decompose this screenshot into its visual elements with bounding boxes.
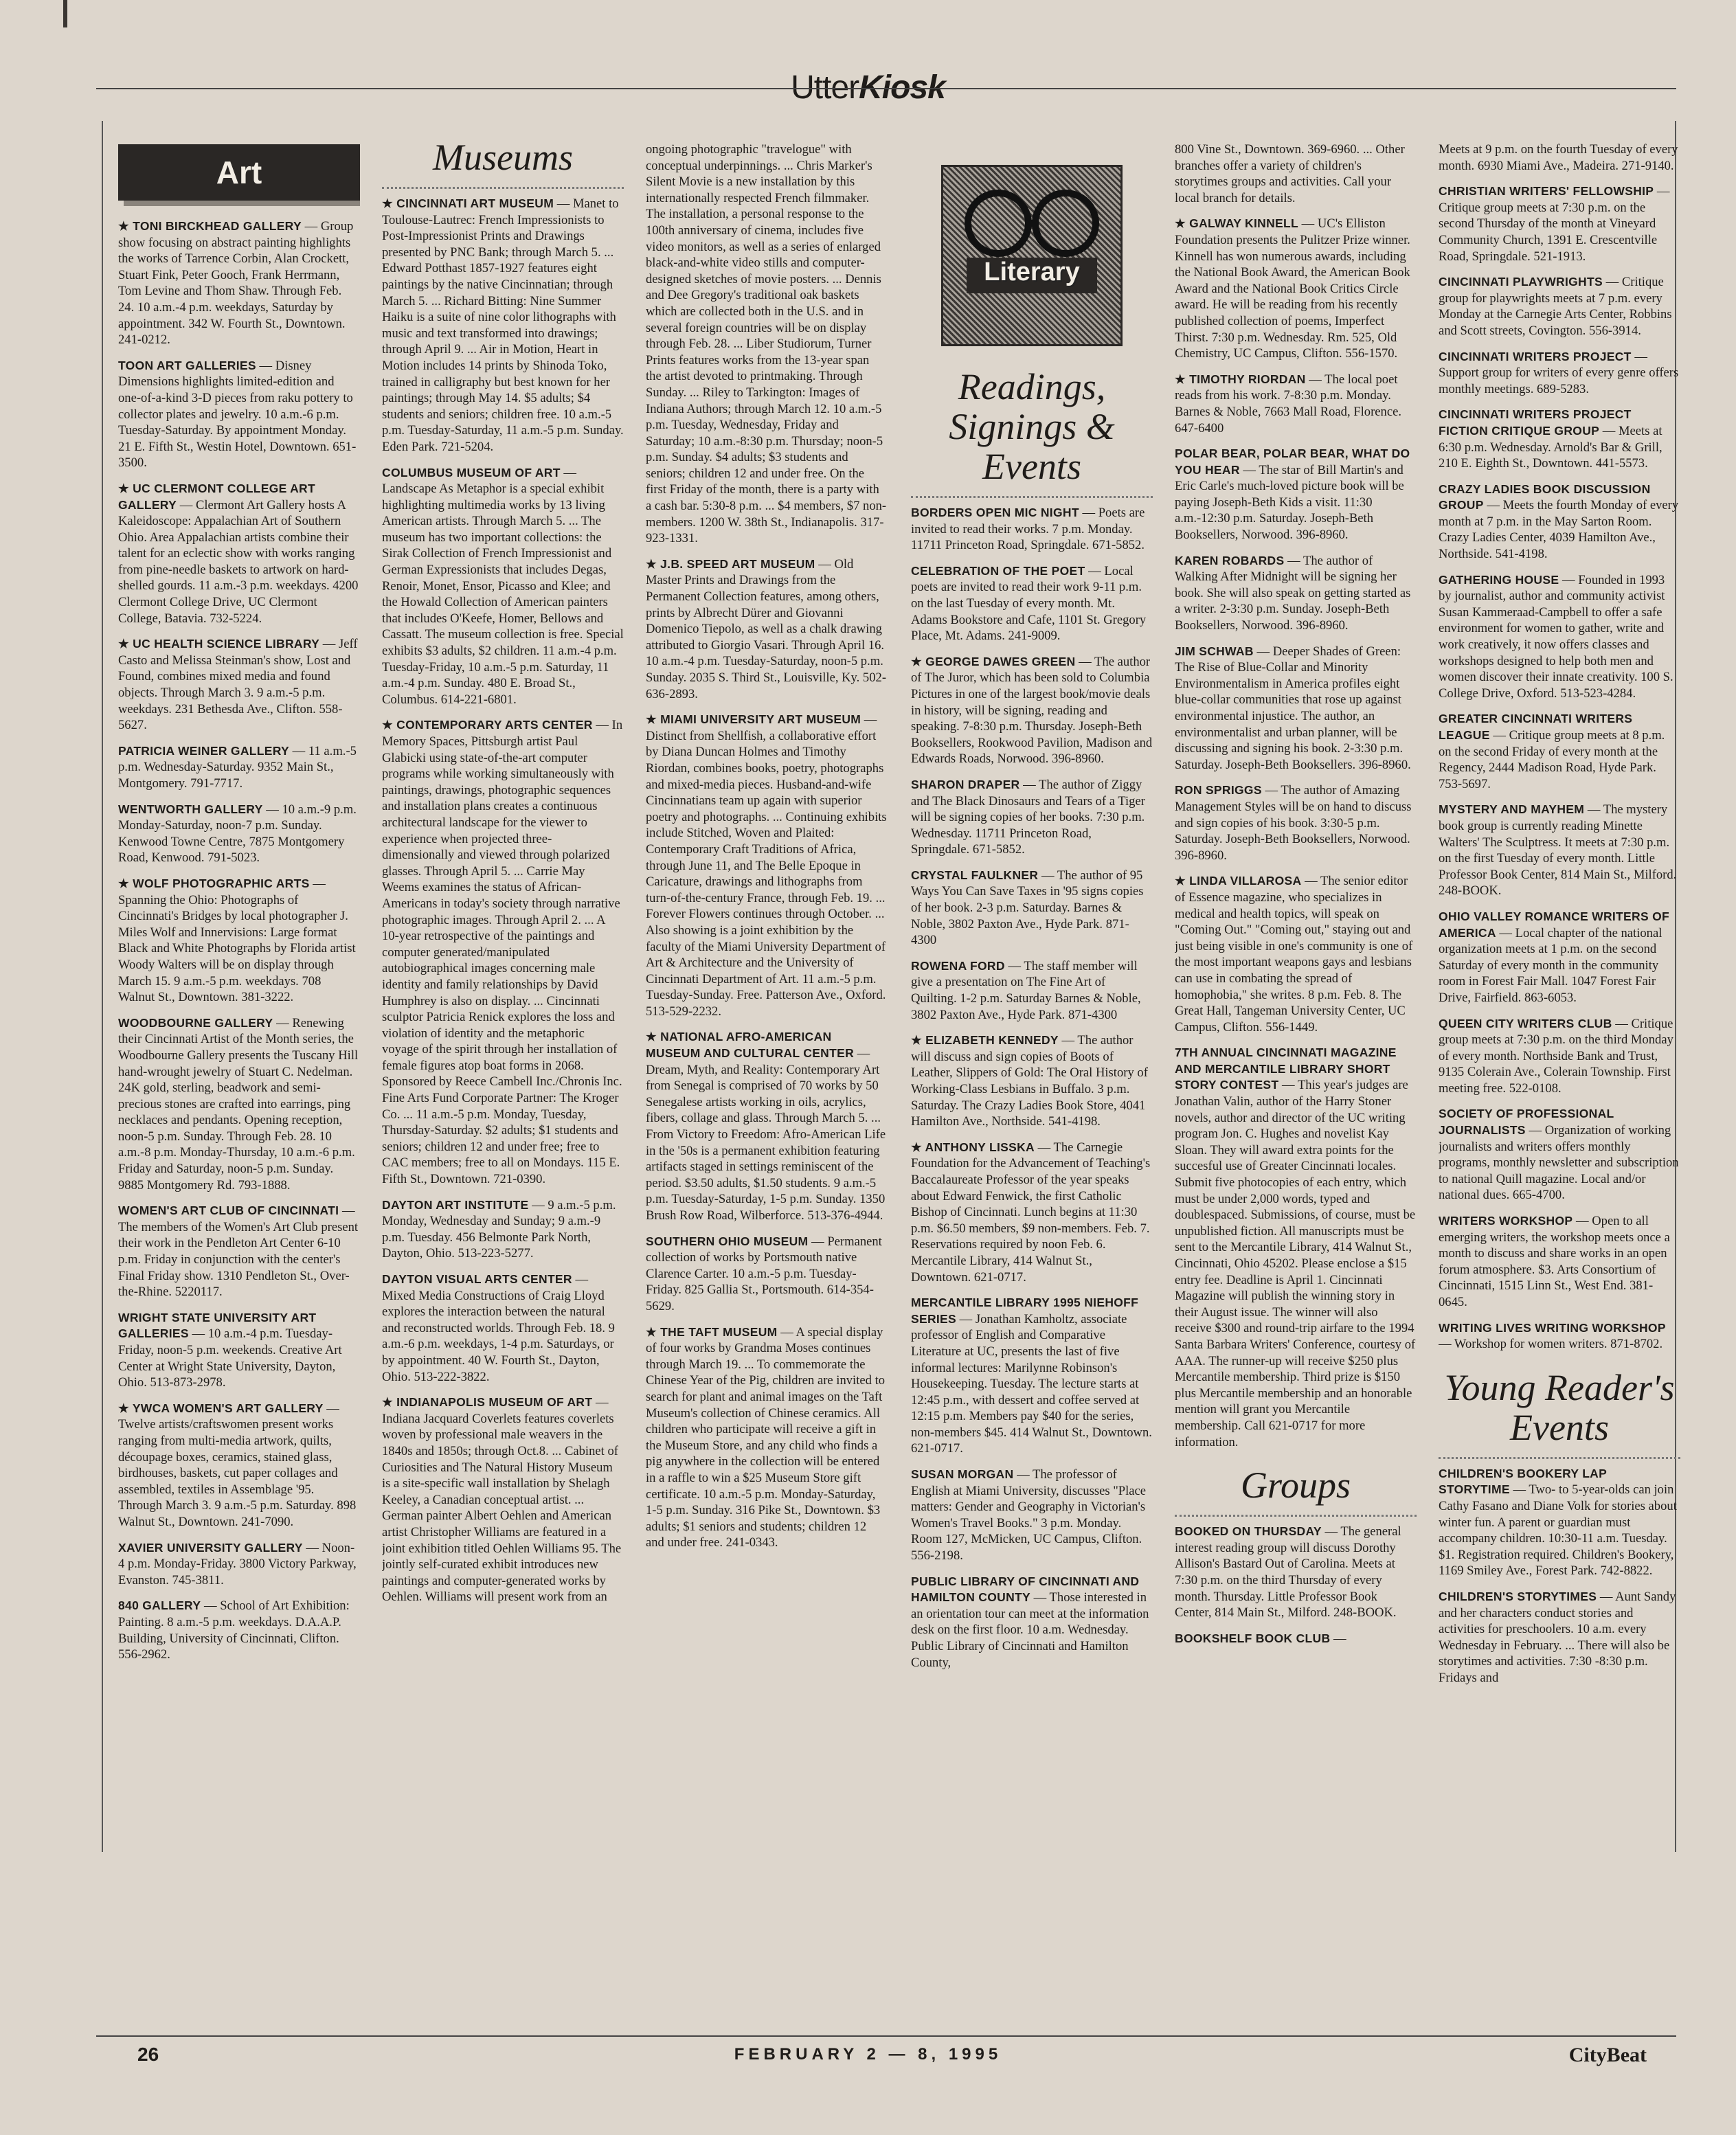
listing-heading: WRITERS WORKSHOP bbox=[1439, 1214, 1573, 1228]
listing-text: — Open to all emerging writers, the workshop meets once a month to discuss and share works in an open forum atmosphere. $3. Arts Consortium of Cincinnati, 1515 Linn St., West End. 381-0645. bbox=[1439, 1214, 1670, 1309]
issue-date: FEBRUARY 2 — 8, 1995 bbox=[734, 2045, 1002, 2064]
listing-entry bbox=[1175, 216, 1417, 361]
listing-entry bbox=[1439, 407, 1680, 471]
listing-heading: ★ GALWAY KINNELL bbox=[1175, 216, 1298, 231]
listing-text: — Local poets are invited to read their work 9-11 p.m. on the last Tuesday of every month. Mt. Adams Bookstore and Cafe, 1101 St. Gregory Place, Mt. Adams. 241-9009. bbox=[911, 563, 1147, 644]
listing-text: — Twelve artists/craftswomen present works ranging from multi-media artwork, quilts, découpage boxes, ceramics, stained glass, birdhouses, baskets, cut paper collages and assembled, textiles in Assemblage '95. Through March 3. 9 a.m.-5 p.m. Saturday. 898 Walnut St., Downtown. 241-7090. bbox=[118, 1401, 357, 1529]
listing-entry bbox=[1439, 711, 1680, 792]
listing-entry bbox=[382, 1197, 624, 1262]
listing-text: — Jeff Casto and Melissa Steinman's show, Lost and Found, combines mixed media and found objects. Through March 3. 9 a.m.-5 p.m. weekdays. 231 Bethesda Ave., Clifton. 558-5627. bbox=[118, 637, 358, 733]
listing-heading: SHARON DRAPER bbox=[911, 777, 1020, 791]
listing-entry bbox=[382, 196, 624, 455]
column-rule bbox=[102, 121, 103, 1852]
listing-heading: WOODBOURNE GALLERY bbox=[118, 1015, 273, 1030]
listing-heading: CHRISTIAN WRITERS' FELLOWSHIP bbox=[1439, 184, 1654, 199]
listing-entry bbox=[1175, 446, 1417, 543]
listing-entry bbox=[118, 1540, 360, 1589]
listing-entry bbox=[118, 636, 360, 734]
listing-text: — The author of 95 Ways You Can Save Taxes in '95 signs copies of her book. 2-3 p.m. Saturday. Barnes & Noble, 3802 Paxton Ave., Hyde Park. 871-4300 bbox=[911, 868, 1144, 948]
column-museums bbox=[382, 131, 624, 1972]
listing-entry bbox=[1175, 1045, 1417, 1450]
listing-heading: WRIGHT STATE UNIVERSITY ART GALLERIES bbox=[118, 1310, 317, 1341]
listing-entry bbox=[646, 1234, 888, 1315]
listing-heading: SOCIETY OF PROFESSIONAL JOURNALISTS bbox=[1439, 1107, 1614, 1138]
listing-entry bbox=[1439, 909, 1680, 1006]
listing-entry bbox=[1439, 802, 1680, 899]
listing-heading: MYSTERY AND MAYHEM bbox=[1439, 802, 1585, 817]
listing-text: — The Carnegie Foundation for the Advancement of Teaching's Baccalaureate Professor of the year speaks about Edward Fenwick, the first Catholic Bishop of Cincinnati. Lunch begins at 11:30 p.m. $6.50 members, $9 non-members. Feb. 7. Reservations required by noon Feb. 6. Mercantile Library, 414 Walnut St., Downtown. 621-0717. bbox=[911, 1140, 1151, 1285]
column-readings-cont bbox=[1175, 142, 1417, 1982]
listing-text: — This year's judges are Jonathan Valin, author of the Harry Stoner novels, author and director of the UC writing program Jon. C. Hughes and novelist Kay Sloan. They will award extra points for the succesful use of Greater Cincinnati locales. Submit five photocopies of each entry, which must be under 2,000 words, typed and doublespaced. Submissions, of course, must be unpublished fiction. All manuscripts must be sent to the Mercantile Library, 414 Walnut St., Cincinnati, Ohio 45202. Please enclose a $15 entry fee. Deadline is April 1. Cincinnati Magazine will publish the winning story in their August issue. The winner will also receive $300 and round-trip airfare to the 1994 Santa Barbara Writers' Conference, courtesy of AAA. The runner-up will receive $250 plus Mercantile membership. Third prize is $150 plus Mercantile membership and an honorable mention will grant you Mercantile membership. Call 621-0717 for more information. bbox=[1175, 1078, 1416, 1449]
listing-entry bbox=[382, 717, 624, 1187]
listing-text: — Spanning the Ohio: Photographs of Cincinnati's Bridges by local photographer J. Miles Wolf and Innervisions: Large format Black and White Photographs by Florida artist Woody Walters will be on display through March 15. 9 a.m.-5 p.m. weekdays. 708 Walnut St., Downtown. 381-3222. bbox=[118, 876, 356, 1005]
listing-entry bbox=[1175, 1631, 1417, 1647]
listing-text: — The star of Bill Martin's and Eric Carle's much-loved picture book will be paying Joseph-Beth Kids a visit. 11:30 a.m.-12:30 p.m. Saturday. Joseph-Beth Booksellers, Norwood. 396-8960. bbox=[1175, 462, 1404, 543]
listing-heading: ★ THE TAFT MUSEUM bbox=[646, 1324, 778, 1339]
listing-text: — Jonathan Kamholtz, associate professor of English and Comparative Literature at UC, presents the last of five informal lectures: Marilynne Robinson's Housekeeping. Tuesday. The lecture starts at 12:45 p.m., with dessert and coffee served at 12:15 p.m. Members pay $40 for the series, non-members $45. 414 Walnut St., Downtown. 621-0717. bbox=[911, 1311, 1152, 1456]
listing-text: — The mystery book group is currently reading Minette Walters' The Sculptress. It meets at 7:30 p.m. on the first Tuesday of every month. Little Professor Book Center, 814 Main St., Milford. 248-BOOK. bbox=[1439, 802, 1677, 899]
listing-heading: QUEEN CITY WRITERS CLUB bbox=[1439, 1016, 1612, 1030]
listing-heading: CINCINNATI WRITERS PROJECT FICTION CRITIQUE GROUP bbox=[1439, 407, 1632, 438]
listing-text: — Old Master Prints and Drawings from the Permanent Collection features, among others, prints by Albrecht Dürer and Giovanni Domenico Tiepolo, as well as a chalk drawing attributed to Giorgio Vasari. Through April 16. 10 a.m.-4 p.m. Tuesday-Saturday, noon-5 p.m. Sunday. 2035 S. Third St., Louisville, Ky. 502-636-2893. bbox=[646, 556, 887, 701]
listing-heading: PUBLIC LIBRARY OF CINCINNATI AND HAMILTON COUNTY bbox=[911, 1574, 1140, 1605]
listings-young-readers bbox=[1439, 1466, 1680, 1686]
listing-heading: CHILDREN'S STORYTIMES bbox=[1439, 1589, 1597, 1603]
listing-heading: SUSAN MORGAN bbox=[911, 1467, 1014, 1482]
listing-heading: ★ TONI BIRCKHEAD GALLERY bbox=[118, 219, 302, 233]
listing-heading: ★ TIMOTHY RIORDAN bbox=[1175, 372, 1306, 386]
listing-text: — Clermont Art Gallery hosts A Kaleidoscope: Appalachian Art of Southern Ohio. Area Appalachian artists combine their talent for an eclectic show with works ranging from pine-needle baskets to artwork on hard-shelled gourds. 11 a.m.-3 p.m. weekdays. 4200 Clermont College Drive, UC Clermont College, Batavia. 732-5224. bbox=[118, 497, 359, 626]
listing-heading: ★ MIAMI UNIVERSITY ART MUSEUM bbox=[646, 712, 861, 727]
listings-groups bbox=[1175, 1524, 1417, 1647]
listing-heading: DAYTON VISUAL ARTS CENTER bbox=[382, 1272, 572, 1286]
column-museums-cont bbox=[646, 142, 888, 1982]
listing-entry bbox=[1439, 1106, 1680, 1204]
listing-text: — 10 a.m.-4 p.m. Tuesday-Friday, noon-5 p.m. weekends. Creative Art Center at Wright State University, Dayton, Ohio. 513-873-2978. bbox=[118, 1326, 342, 1390]
listing-entry bbox=[1439, 1466, 1680, 1579]
listing-entry bbox=[1439, 572, 1680, 702]
listing-heading: TOON ART GALLERIES bbox=[118, 358, 256, 372]
listing-heading: CRYSTAL FAULKNER bbox=[911, 868, 1039, 882]
listings-readings-cont bbox=[1175, 142, 1417, 1450]
listing-entry bbox=[911, 563, 1153, 644]
listing-heading: COLUMBUS MUSEUM OF ART bbox=[382, 465, 561, 479]
listing-text: — Critique group meets at 7:30 p.m. on the third Monday of every month. Northside Bank and Trust, 9135 Colerain Ave., Colerain Township. First meeting free. 522-0108. bbox=[1439, 1016, 1673, 1096]
publication-name: CityBeat bbox=[1568, 2044, 1647, 2066]
listings-art bbox=[118, 218, 360, 1663]
listing-entry bbox=[118, 1310, 360, 1391]
listing-entry bbox=[118, 1598, 360, 1662]
section-groups-title: Groups bbox=[1175, 1465, 1417, 1517]
listing-text: — In Memory Spaces, Pittsburgh artist Paul Glabicki using state-of-the-art computer programs while working simultaneously with paintings, drawings, photographic sequences and installation plans creates a continuous architectural landscape for the viewer to experience when projected three-dimensionally and viewed through polarized glasses. Through April 5. ... Carrie May Weems examines the status of African-Americans in today's society through narrative photographic images. Through April 2. ... A 10-year retrospective of the paintings and computer generated/manipulated autobiographical images concerning male identity and family relationships by David Humphrey is also on display. ... Cincinnati sculptor Patricia Renick explores the loss and violation of identity and the metaphoric voyage of the spirit through her installation of female figures atop boat forms in 2068. Sponsored by Reece Cambell Inc./Chronis Inc. Fine Arts Fund Corporate Partner: The Kroger Co. ... 11 a.m.-5 p.m. Monday, Tuesday, Thursday-Saturday. $2 adults; $1 students and seniors; children 12 and under free; free to CAC members; free to all on Mondays. 115 E. Fifth St., Downtown. 721-0390. bbox=[382, 718, 623, 1187]
listing-entry bbox=[911, 1295, 1153, 1457]
listing-entry bbox=[1175, 553, 1417, 634]
listing-heading: CINCINNATI WRITERS PROJECT bbox=[1439, 349, 1632, 363]
listing-text: — Critique group meets at 7:30 p.m. on the second Thursday of the month at Vineyard Community Church, 1391 E. Crescentville Road, Springdale. 521-1913. bbox=[1439, 184, 1670, 264]
listing-entry bbox=[911, 654, 1153, 767]
listing-heading: POLAR BEAR, POLAR BEAR, WHAT DO YOU HEAR bbox=[1175, 447, 1410, 477]
listing-entry bbox=[1439, 183, 1680, 264]
listing-text: — Meets at 6:30 p.m. Wednesday. Arnold's Bar & Grill, 210 E. Eighth St., Downtown. 441-5573. bbox=[1439, 423, 1662, 471]
listings-groups-cont bbox=[1439, 142, 1680, 1353]
page-number: 26 bbox=[137, 2044, 159, 2065]
column-groups-cont bbox=[1439, 142, 1680, 1982]
listing-heading: ★ CONTEMPORARY ARTS CENTER bbox=[382, 718, 593, 732]
listings-museums-cont bbox=[646, 142, 888, 1551]
listing-text: — 9 a.m.-5 p.m. Monday, Wednesday and Sunday; 9 a.m.-9 p.m. Tuesday. 456 Belmonte Park North, Dayton, Ohio. 513-223-5277. bbox=[382, 1197, 616, 1261]
listing-entry bbox=[646, 1029, 888, 1223]
section-readings-title: Readings, Signings & Events bbox=[911, 367, 1153, 498]
listing-text: — School of Art Exhibition: Painting. 8 a.m.-5 p.m. weekdays. D.A.A.P. Building, University of Cincinnati, Clifton. 556-2962. bbox=[118, 1599, 350, 1662]
listing-text: — Poets are invited to read their works. 7 p.m. Monday. 11711 Princeton Road, Springdale. 671-5852. bbox=[911, 506, 1145, 553]
listing-text: — Renewing their Cincinnati Artist of the Month series, the Woodbourne Gallery presents the Tuscany Hill hand-wrought jewelry of Stuart C. Nedelman. 24K gold, sterling, beadwork and semi-precious stones are crafted into earrings, ping necklaces and pendants. Opening reception, noon-5 p.m. Sunday. Through Feb. 28. 10 a.m.-8 p.m. Monday-Thursday, 10 a.m.-6 p.m. Friday and Saturday, noon-5 p.m. Sunday. 9885 Montgomery Rd. 793-1888. bbox=[118, 1015, 359, 1193]
listing-heading: MERCANTILE LIBRARY 1995 NIEHOFF SERIES bbox=[911, 1296, 1139, 1326]
listing-text: — Critique group meets at 8 p.m. on the second Friday of every month at the Regency, 2444 Madison Road, Hyde Park. 753-5697. bbox=[1439, 728, 1665, 791]
listing-heading: BOOKSHELF BOOK CLUB bbox=[1175, 1631, 1331, 1645]
listing-text: — 10 a.m.-9 p.m. Monday-Saturday, noon-7 p.m. Sunday. Kenwood Towne Centre, 7875 Montgomery Road, Kenwood. 791-5023. bbox=[118, 802, 357, 866]
listing-text: — UC's Elliston Foundation presents the Pulitzer Prize winner. Kinnell has won numerous awards, including the National Book Award, the American Book Award and the National Book Critics Circle award. He will be reading from his recently published collection of poems, Imperfect Thirst. 7:30 p.m. Wednesday. Rm. 525, Old Chemistry, UC Campus, Clifton. 556-1570. bbox=[1175, 216, 1410, 361]
listing-text: — The senior editor of Essence magazine, who specializes in medical and health topics, will speak on "Coming Out." "Coming out," staying out and just being visible in one's community is one of the most important weapons gays and lesbians can use in combating the spread of homophobia," she writes. 8 p.m. Feb. 8. The Great Hall, Tangeman University Center, UC Campus, Clifton. 556-1449. bbox=[1175, 874, 1413, 1035]
column-art bbox=[118, 131, 360, 1972]
listing-text: — Local chapter of the national organization meets at 1 p.m. on the second Saturday of every month in the community room in Forest Fair Mall. 1047 Forest Fair Drive, Fairfield. 863-6053. bbox=[1439, 925, 1662, 1005]
listings-museums bbox=[382, 196, 624, 1605]
listing-entry bbox=[1175, 873, 1417, 1035]
listing-text: — Critique group for playwrights meets at 7 p.m. every Monday at the Carnegie Arts Center, Robbins and Scott streets, Covington. 556-3914. bbox=[1439, 275, 1672, 338]
listing-text: — Disney Dimensions highlights limited-edition and one-of-a-kind 3-D pieces from raku pottery to collector plates and jewelry. 10 a.m.-6 p.m. Tuesday-Saturday. By appointment Monday. 21 E. Fifth St., Westin Hotel, Downtown. 651-3500. bbox=[118, 358, 357, 471]
listing-heading: CRAZY LADIES BOOK DISCUSSION GROUP bbox=[1439, 482, 1651, 512]
listing-text: — Mixed Media Constructions of Craig Lloyd explores the interaction between the natural and reconstructed worlds. Through Feb. 18. 9 a.m.-6 p.m. weekdays, 1-4 p.m. Saturdays, or by appointment. 40 W. Fourth St., Dayton, Ohio. 513-222-3822. bbox=[382, 1272, 615, 1384]
listing-heading: JIM SCHWAB bbox=[1175, 644, 1254, 658]
listing-text: — Support group for writers of every genre offers monthly meetings. 689-5283. bbox=[1439, 349, 1679, 396]
listing-entry bbox=[911, 505, 1153, 554]
listing-heading: XAVIER UNIVERSITY GALLERY bbox=[118, 1540, 303, 1555]
listing-text: — A special display of four works by Grandma Moses continues through March 19. ... To commemorate the Chinese Year of the Pig, children are invited to search for plant and animal images on the Taft Museum's collection of Chinese ceramics. All children who participate will receive a gift in the Museum Store, and any child who finds a pig anywhere in the collection will be entered in a raffle to win a $25 Museum Store gift certificate. 10 a.m.-5 p.m. Monday-Saturday, 1-5 p.m. Sunday. 316 Pike St., Downtown. $3 adults; $1 seniors and students; children 12 and under free. 241-0343. bbox=[646, 1324, 886, 1550]
listing-text: — 11 a.m.-5 p.m. Wednesday-Saturday. 9352 Main St., Montgomery. 791-7717. bbox=[118, 743, 357, 791]
column-readings bbox=[911, 131, 1153, 1972]
listing-heading: ★ GEORGE DAWES GREEN bbox=[911, 654, 1076, 668]
listing-heading: ★ YWCA WOMEN'S ART GALLERY bbox=[118, 1401, 324, 1415]
listing-text: — Deeper Shades of Green: The Rise of Blue-Collar and Minority Environmentalism in America profiles eight blue-collar communities that rose up against environmental injustice. The author, an environmentalist and urban planner, will be discussing and signing his book. 2-3:30 p.m. Saturday. Joseph-Beth Booksellers. 396-8960. bbox=[1175, 644, 1411, 772]
footer-rule bbox=[96, 2035, 1676, 2037]
listing-entry bbox=[646, 556, 888, 702]
listing-entry bbox=[118, 1203, 360, 1300]
listing-text: — Noon-4 p.m. Monday-Friday. 3800 Victory Parkway, Evanston. 745-3811. bbox=[118, 1540, 357, 1588]
binder-mark bbox=[63, 0, 67, 27]
listing-text: — Distinct from Shellfish, a collaborative effort by Diana Duncan Holmes and Timothy Riordan, combines books, poetry, photographs and mixed-media pieces. Husband-and-wife Cincinnatians team up again with superior poetry and photographs. ... Continuing exhibits include Stitched, Woven and Plaited: Contemporary Craft Traditions of Africa, through June 11, and The Belle Epoque in Caricature, drawings and lithographs from turn-of-the-century France, through Feb. 19. ... Forever Flowers continues through October. ... Also showing is a joint exhibition by the faculty of the Miami University Department of Art & Architecture and the University of Cincinnati Department of Art. 11 a.m.-5 p.m. Tuesday-Sunday. Free. Patterson Ave., Oxford. 513-529-2232. bbox=[646, 712, 887, 1019]
listing-entry bbox=[1439, 482, 1680, 563]
masthead-light: Utter bbox=[791, 69, 859, 106]
listing-heading: ★ INDIANAPOLIS MUSEUM OF ART bbox=[382, 1395, 593, 1410]
literary-label: Literary bbox=[984, 258, 1080, 286]
listing-text: — Founded in 1993 by journalist, author and community activist Susan Kammeraad-Campbell to offer a safe environment for women to gather, write and work creatively, it now offers classes and workshops designed to help both men and women discover their innate creativity. 100 S. College Drive, Oxford. 513-523-4284. bbox=[1439, 572, 1673, 701]
listing-text: — Two- to 5-year-olds can join Cathy Fasano and Diane Volk for stories about winter fun. A parent or guardian must accompany children. 10:30-11 a.m. Tuesday. $1. Registration required. Children's Bookery, 1169 Smiley Ave., Forest Park. 742-8822. bbox=[1439, 1482, 1677, 1579]
listing-text: — bbox=[1330, 1631, 1346, 1646]
listing-heading: BOOKED ON THURSDAY bbox=[1175, 1524, 1322, 1539]
listing-text: — The general interest reading group will discuss Dorothy Allison's Bastard Out of Carolina. Meets at 7:30 p.m. on the third Thursday of every month. Thursday. Little Professor Book Center, 814 Main St., Milford. 248-BOOK. bbox=[1175, 1524, 1401, 1620]
listing-text: — Indiana Jacquard Coverlets features coverlets woven by professional male weavers in the 1840s and 1850s; through Oct.8. ... Cabinet of Curiosities and The Natural History Museum is a site-specific wall installation by Shelagh Keeley, a Canadian conceptual artist. ... German painter Albert Oehlen and American artist Christopher Williams are featured in a joint exhibition titled Oehlen Williams 95. The jointly self-curated exhibit introduces new paintings and computer-generated works by Oehlen. Williams will present work from an bbox=[382, 1395, 622, 1605]
listing-entry bbox=[911, 1032, 1153, 1130]
top-rule bbox=[96, 88, 1676, 89]
listing-entry bbox=[1175, 782, 1417, 863]
listing-text: — The author of Ziggy and The Black Dinosaurs and Tears of a Tiger will be signing copies of her books. 7:30 p.m. Wednesday. 11711 Princeton Road, Springdale. 671-5852. bbox=[911, 777, 1145, 857]
listing-entry bbox=[118, 876, 360, 1006]
listing-heading: PATRICIA WEINER GALLERY bbox=[118, 743, 289, 758]
listing-heading: CHILDREN'S BOOKERY LAP STORYTIME bbox=[1439, 1466, 1607, 1497]
listing-entry bbox=[911, 958, 1153, 1023]
listing-heading: 840 GALLERY bbox=[118, 1599, 201, 1613]
listing-entry bbox=[911, 1140, 1153, 1285]
listing-text: — Dream, Myth, and Reality: Contemporary Art from Senegal is comprised of 70 works by 50 Senegalese artists working in oils, acrylics, fibers, collage and glass. Through March 5. ... From Victory to Freedom: Afro-American Life in the '50s is a permanent exhibition featuring artifacts staged in settings reminiscent of the period. $3.50 adults, $1.50 students. 9 a.m.-5 p.m. Tuesday-Saturday, 1-5 p.m. Sunday. 1350 Brush Row Road, Wilberforce. 513-376-4944. bbox=[646, 1046, 886, 1223]
listing-entry bbox=[1439, 349, 1680, 398]
listing-entry bbox=[118, 358, 360, 471]
listing-entry bbox=[1439, 274, 1680, 339]
listing-entry bbox=[1439, 1589, 1680, 1686]
listing-text: — Workshop for women writers. 871-8702. bbox=[1439, 1337, 1663, 1352]
listing-entry bbox=[1439, 1016, 1680, 1097]
listing-text: — Organization of working journalists and writers offers monthly programs, monthly newsletter and subscription to national Quill magazine. Local and/or national dues. 665-4700. bbox=[1439, 1123, 1679, 1203]
section-young-readers-title: Young Reader's Events bbox=[1439, 1368, 1680, 1459]
listing-heading: SOUTHERN OHIO MUSEUM bbox=[646, 1234, 809, 1248]
listing-entry bbox=[911, 1467, 1153, 1564]
listing-text: Meets at 9 p.m. on the fourth Tuesday of every month. 6930 Miami Ave., Madeira. 271-9140. bbox=[1439, 142, 1678, 173]
listing-entry bbox=[382, 1394, 624, 1605]
listing-heading: CELEBRATION OF THE POET bbox=[911, 563, 1085, 578]
listing-heading: ★ UC HEALTH SCIENCE LIBRARY bbox=[118, 637, 320, 651]
listing-entry bbox=[1175, 1524, 1417, 1621]
listing-heading: ★ J.B. SPEED ART MUSEUM bbox=[646, 556, 815, 571]
listing-entry bbox=[911, 868, 1153, 949]
listing-text: ongoing photographic "travelogue" with conceptual underpinnings. ... Chris Marker's Silent Movie is a new installation by this internationally respected French filmmaker. The installation, a personal response to the 100th anniversary of cinema, includes five video monitors, as well as a series of enlarged black-and-white video stills and computer-designed sketches of movie posters. ... Dennis and Dee Gregory's traditional oak baskets which are collected both in the U.S. and in several foreign countries will be on display through Feb. 28. ... Liber Studiorum, Turner Prints features works from the 13-year span the artist devoted to printmaking. Through Sunday. ... Riley to Tarkington: Images of Indiana Authors; through March 12. 10 a.m.-5 p.m. Tuesday, Wednesday, Friday and Saturday; 10 a.m.-8:30 p.m. Thursday; noon-5 p.m. Sunday. $4 adults; $3 students and seniors; children 12 and under free. On the first Friday of the month, there is a party with a cash bar. 5:30-8 p.m. ... $4 members, $7 non-members. 1200 W. 38th St., Indianapolis. 317-923-1331. bbox=[646, 142, 887, 546]
listing-text: — Aunt Sandy and her characters conduct stories and activities for preschoolers. 10 a.m. every Wednesday in February. ... There will also be storytimes and activities. 7:30 -8:30 p.m. Fridays and bbox=[1439, 1589, 1676, 1685]
listing-entry bbox=[382, 465, 624, 708]
listing-entry bbox=[118, 1015, 360, 1194]
listing-heading: WENTWORTH GALLERY bbox=[118, 802, 263, 816]
listing-heading: DAYTON ART INSTITUTE bbox=[382, 1197, 529, 1212]
listing-text: — The author of Amazing Management Styles will be on hand to discuss and sign copies of his book. 3:30-5 p.m. Saturday. Joseph-Beth Booksellers, Norwood. 396-8960. bbox=[1175, 783, 1412, 863]
listing-text: — Meets the fourth Monday of every month at 7 p.m. in the May Sarton Room. Crazy Ladies Center, 4039 Hamilton Ave., Northside. 541-4198. bbox=[1439, 498, 1679, 562]
listing-heading: KAREN ROBARDS bbox=[1175, 553, 1285, 567]
listing-entry bbox=[118, 802, 360, 866]
listing-heading: ★ CINCINNATI ART MUSEUM bbox=[382, 196, 554, 210]
listing-entry bbox=[1175, 644, 1417, 773]
listing-entry bbox=[118, 743, 360, 792]
section-art-banner: Art bbox=[118, 144, 360, 201]
listing-entry bbox=[911, 777, 1153, 858]
listing-text: — Manet to Toulouse-Lautrec: French Impressionists to Post-Impressionist Prints and Drawings presented by PNC Bank; through March 5. ... Edward Potthast 1857-1927 features eight paintings by the native Cincinnatian; through March 5. ... Richard Bitting: Nine Summer Haiku is a suite of nine color lithographs with music and text transformed into drawings; through April 9. ... Air in Motion, Heart in Motion includes 14 prints by Shinoda Toko, trained in calligraphy but best known for her paintings; through May 14. $5 adults; $4 students and seniors; children free. 10 a.m.-5 p.m. Tuesday-Saturday, 11 a.m.-5 p.m. Sunday. Eden Park. 721-5204. bbox=[382, 196, 624, 454]
listing-entry bbox=[1175, 142, 1417, 206]
listing-entry bbox=[646, 712, 888, 1019]
listing-text: 800 Vine St., Downtown. 369-6960. ... Other branches offer a variety of children's storytimes groups and activities. Call your local branch for details. bbox=[1175, 142, 1405, 205]
listing-heading: WRITING LIVES WRITING WORKSHOP bbox=[1439, 1320, 1666, 1335]
listing-heading: ★ NATIONAL AFRO-AMERICAN MUSEUM AND CULTURAL CENTER bbox=[646, 1030, 855, 1061]
listing-entry bbox=[118, 1401, 360, 1530]
listing-text: — The members of the Women's Art Club present their work in the Pendleton Art Center 6-10 p.m. Friday in conjunction with the center's Final Friday show. 1310 Pendleton St., Over-the-Rhine. 5220117. bbox=[118, 1204, 359, 1300]
listing-text: — The author will discuss and sign copies of Boots of Leather, Slippers of Gold: The Oral History of Working-Class Lesbians in Buffalo. 3 p.m. Saturday. The Crazy Ladies Book Store, 4041 Hamilton Ave., Northside. 541-4198. bbox=[911, 1033, 1148, 1129]
listing-entry bbox=[1439, 1213, 1680, 1311]
glasses-icon bbox=[943, 167, 1120, 344]
listing-entry bbox=[118, 481, 360, 626]
listing-text: — Group show focusing on abstract painting highlights the works of Tarrence Corbin, Alan Crockett, Stuart Fink, Peter Gooch, Frank Herrmann, Tom Levine and Thom Shaw. Through Feb. 24. 10 a.m.-4 p.m. weekdays, Saturday by appointment. 342 W. Fourth St., Downtown. 241-0212. bbox=[118, 219, 354, 348]
listing-text: — Landscape As Metaphor is a special exhibit highlighting multimedia works by 13 living American artists. Through March 5. ... The museum has two important collections: the Sirak Collection of French Impressionist and German Expressionists that includes Degas, Renoir, Monet, Ensor, Picasso and Klee; and the Howald Collection of American painters that includes O'Keefe, Homer, Bellows and Cassatt. The museum collection is free. Special exhibits $3 adults, $2 children. 11 a.m.-4 p.m. Tuesday-Friday, 10 a.m.-5 p.m. Saturday, 11 a.m.-4 p.m. Sunday. 480 E. Broad St., Columbus. 614-221-6801. bbox=[382, 465, 624, 707]
listing-heading: 7TH ANNUAL CINCINNATI MAGAZINE AND MERCANTILE LIBRARY SHORT STORY CONTEST bbox=[1175, 1046, 1397, 1092]
listing-text: — The author of The Juror, which has been sold to Columbia Pictures in one of the largest book/movie deals in history, will be signing, reading and speaking. 7-8:30 p.m. Thursday. Joseph-Beth Booksellers, Rookwood Pavilion, Madison and Edwards Roads, Norwood. 396-8960. bbox=[911, 654, 1153, 767]
listing-heading: CINCINNATI PLAYWRIGHTS bbox=[1439, 275, 1603, 289]
listings-readings bbox=[911, 505, 1153, 1671]
literary-banner bbox=[941, 165, 1123, 346]
listing-text: — The staff member will give a presentation on The Fine Art of Quilting. 1-2 p.m. Saturday Barnes & Noble, 3802 Paxton Ave., Hyde Park. 871-4300 bbox=[911, 958, 1141, 1022]
listing-text: — The local poet reads from his work. 7-8:30 p.m. Monday. Barnes & Noble, 7663 Mall Road, Florence. 647-6400 bbox=[1175, 372, 1401, 436]
listing-heading: ★ WOLF PHOTOGRAPHIC ARTS bbox=[118, 876, 310, 890]
listing-heading: OHIO VALLEY ROMANCE WRITERS OF AMERICA bbox=[1439, 909, 1669, 940]
listing-heading: ★ ELIZABETH KENNEDY bbox=[911, 1033, 1059, 1048]
listing-entry bbox=[1175, 372, 1417, 436]
listing-text: — The professor of English at Miami University, discusses "Place matters: Gender and Geography in Victorian's Women's Travel Books." 3 p.m. Monday. Room 127, McMicken, UC Campus, Clifton. 556-2198. bbox=[911, 1467, 1147, 1563]
masthead-bold: Kiosk bbox=[859, 69, 945, 106]
listing-entry bbox=[1439, 1320, 1680, 1353]
listing-heading: ★ UC CLERMONT COLLEGE ART GALLERY bbox=[118, 481, 315, 512]
section-museums-title: Museums bbox=[382, 137, 624, 189]
listing-heading: RON SPRIGGS bbox=[1175, 783, 1262, 798]
listing-heading: BORDERS OPEN MIC NIGHT bbox=[911, 506, 1079, 519]
listing-heading: ROWENA FORD bbox=[911, 958, 1005, 973]
listing-entry bbox=[118, 218, 360, 348]
listing-text: — Those interested in an orientation tour can meet at the information desk on the first floor. 10 a.m. Wednesday. Public Library of Cincinnati and Hamilton County, bbox=[911, 1590, 1149, 1670]
listing-text: — Permanent collection of works by Portsmouth native Clarence Carter. 10 a.m.-5 p.m. Tuesday-Friday. 825 Gallia St., Portsmouth. 614-354-5629. bbox=[646, 1234, 882, 1313]
listing-text: — The author of Walking After Midnight will be signing her book. She will also speak on getting started as a writer. 2-3:30 p.m. Sunday. Joseph-Beth Booksellers, Norwood. 396-8960. bbox=[1175, 553, 1411, 633]
listing-entry bbox=[382, 1272, 624, 1385]
listing-heading: WOMEN'S ART CLUB OF CINCINNATI bbox=[118, 1204, 339, 1218]
listing-entry bbox=[1439, 142, 1680, 174]
listing-heading: GATHERING HOUSE bbox=[1439, 572, 1559, 587]
listing-entry bbox=[911, 1574, 1153, 1671]
listing-heading: ★ ANTHONY LISSKA bbox=[911, 1140, 1035, 1154]
listing-heading: GREATER CINCINNATI WRITERS LEAGUE bbox=[1439, 712, 1633, 742]
listing-entry bbox=[646, 1324, 888, 1551]
listing-heading: ★ LINDA VILLAROSA bbox=[1175, 874, 1302, 888]
listing-entry bbox=[646, 142, 888, 547]
